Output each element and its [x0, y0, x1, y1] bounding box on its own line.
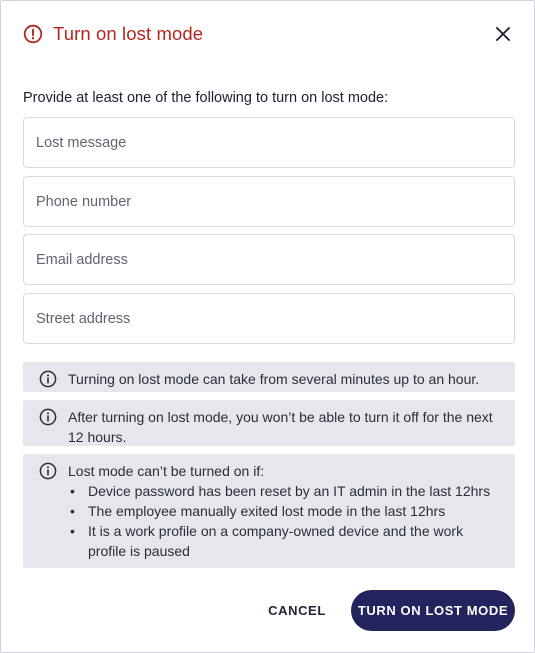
- note-duration-text: Turning on lost mode can take from several minutes up to an hour.: [68, 371, 480, 387]
- info-circle-icon: [39, 370, 57, 388]
- email-address-field[interactable]: [23, 234, 515, 285]
- close-icon: [495, 26, 511, 42]
- info-circle-icon: [39, 408, 57, 426]
- note-lockout-text: After turning on lost mode, you won’t be able to turn it off for the next 12 hours.: [68, 409, 493, 445]
- street-address-field[interactable]: [23, 293, 515, 344]
- close-button[interactable]: [492, 23, 514, 45]
- alert-circle-icon: [23, 24, 43, 44]
- note-conditions-title: Lost mode can’t be turned on if:: [68, 463, 265, 479]
- condition-item: • The employee manually exited lost mode in the last 12hrs: [68, 501, 501, 521]
- dialog-header: [23, 21, 203, 47]
- condition-item: • It is a work profile on a company-owned device and the work profile is paused: [68, 521, 501, 561]
- turn-on-lost-mode-button[interactable]: TURN ON LOST MODE: [351, 590, 515, 631]
- cancel-button[interactable]: CANCEL: [263, 597, 331, 623]
- lost-message-field[interactable]: [23, 117, 515, 168]
- phone-number-field[interactable]: [23, 176, 515, 227]
- dialog-title: Turn on lost mode: [53, 23, 204, 44]
- condition-item: • Device password has been reset by an IT admin in the last 12hrs: [68, 481, 501, 501]
- info-circle-icon: [39, 462, 57, 480]
- note-conditions: [23, 454, 515, 568]
- conditions-list: [68, 481, 501, 561]
- dialog-instructions: Provide at least one of the following to turn on lost mode:: [23, 90, 389, 106]
- note-duration: [23, 362, 515, 392]
- note-lockout: [23, 400, 515, 446]
